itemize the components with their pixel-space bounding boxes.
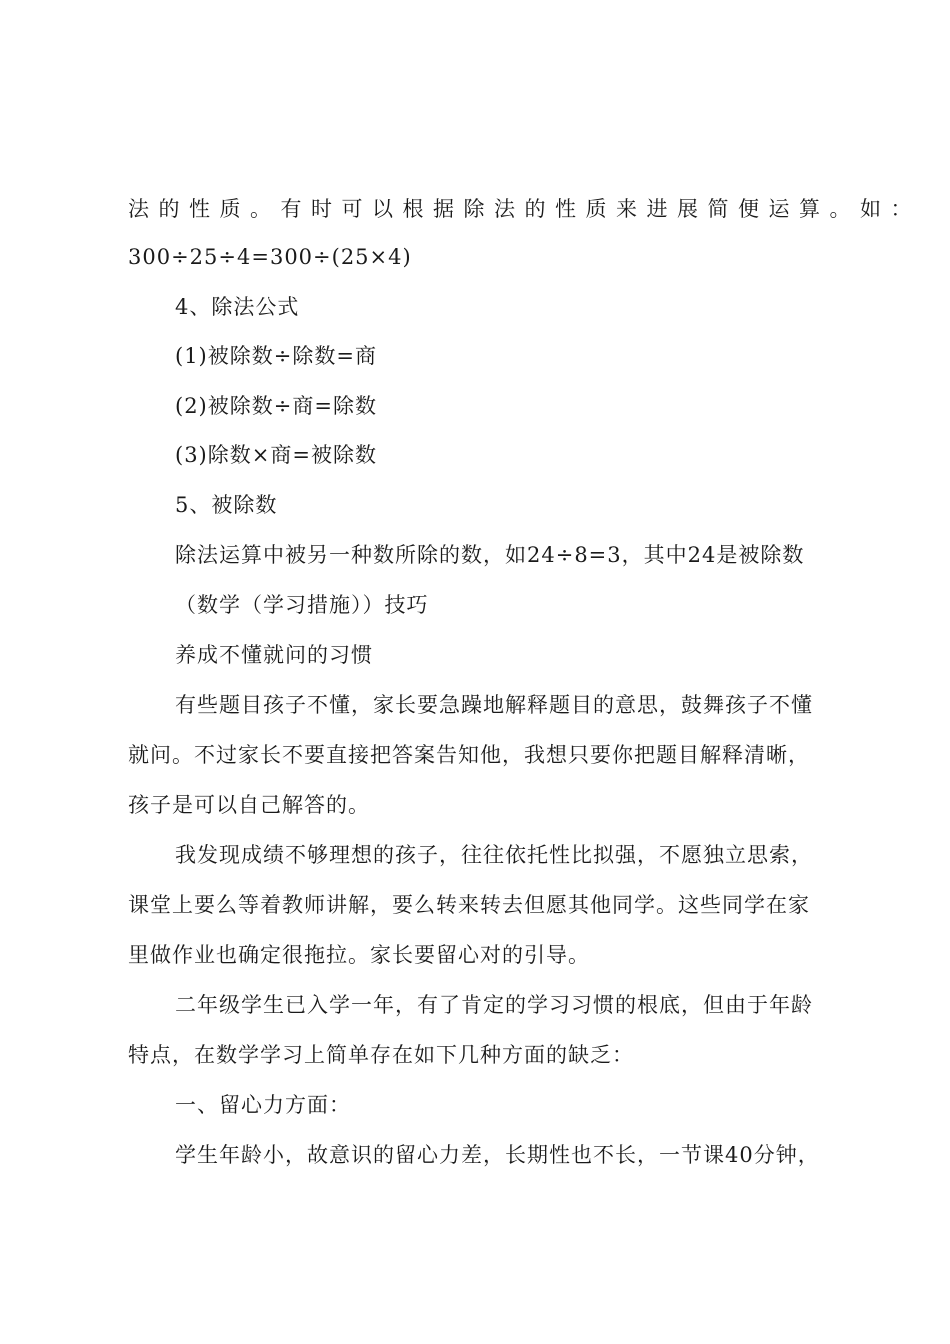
heading-math-tips: （数学（学习措施））技巧: [175, 593, 429, 617]
paragraph-1-line-2: 就问。不过家长不要直接把答案告知他，我想只要你把题目解释清晰，: [128, 743, 810, 767]
text-line-1: 法的性质。有时可以根据除法的性质来进展简便运算。如：: [128, 197, 921, 221]
paragraph-3-line-2: 特点，在数学学习上简单存在如下几种方面的缺乏：: [128, 1043, 634, 1067]
paragraph-1-line-1: 有些题目孩子不懂，家长要急躁地解释题目的意思，鼓舞孩子不懂: [175, 693, 813, 717]
heading-division-formula: 4、除法公式: [175, 295, 300, 319]
paragraph-1-line-3: 孩子是可以自己解答的。: [128, 793, 370, 817]
paragraph-2-line-3: 里做作业也确定很拖拉。家长要留心对的引导。: [128, 943, 590, 967]
paragraph-3-line-1: 二年级学生已入学一年，有了肯定的学习习惯的根底，但由于年龄: [175, 993, 813, 1017]
paragraph-4-line-1: 学生年龄小，故意识的留心力差，长期性也不长，一节课40分钟，: [175, 1143, 820, 1167]
paragraph-2-line-1: 我发现成绩不够理想的孩子，往往依托性比拟强，不愿独立思索，: [175, 843, 813, 867]
text-line-2: 300÷25÷4=300÷(25×4): [128, 245, 412, 269]
heading-ask-habit: 养成不懂就问的习惯: [175, 643, 373, 667]
heading-dividend: 5、被除数: [175, 493, 278, 517]
formula-line-2: (2)被除数÷商=除数: [175, 394, 377, 418]
formula-line-1: (1)被除数÷除数=商: [175, 344, 377, 368]
formula-line-3: (3)除数×商=被除数: [175, 443, 377, 467]
paragraph-2-line-2: 课堂上要么等着教师讲解，要么转来转去但愿其他同学。这些同学在家: [128, 893, 810, 917]
heading-attention: 一、留心力方面：: [175, 1093, 351, 1117]
text-line-dividend-def: 除法运算中被另一种数所除的数，如24÷8=3，其中24是被除数: [175, 543, 805, 567]
